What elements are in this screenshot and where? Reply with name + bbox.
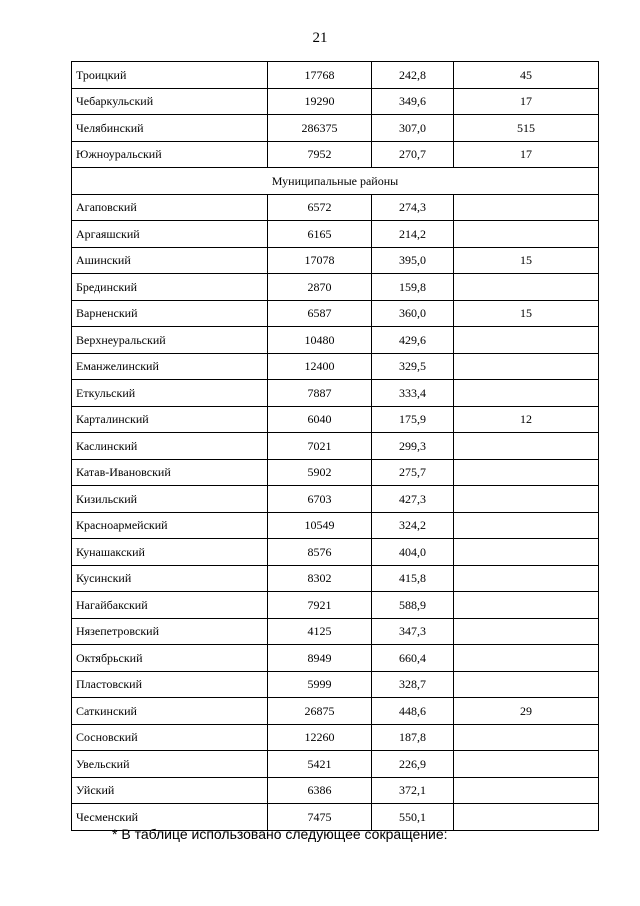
value-column-1: 7921 xyxy=(268,592,372,619)
value-column-3: 12 xyxy=(454,406,599,433)
value-column-1: 4125 xyxy=(268,618,372,645)
table-row xyxy=(72,539,599,566)
value-column-1: 26875 xyxy=(268,698,372,725)
municipality-name: Агаповский xyxy=(72,194,268,221)
value-column-3 xyxy=(454,645,599,672)
value-column-3 xyxy=(454,724,599,751)
table-row xyxy=(72,327,599,354)
value-column-1: 10549 xyxy=(268,512,372,539)
value-column-1: 7887 xyxy=(268,380,372,407)
value-column-3 xyxy=(454,353,599,380)
value-column-2: 372,1 xyxy=(372,777,454,804)
value-column-2: 427,3 xyxy=(372,486,454,513)
value-column-3 xyxy=(454,618,599,645)
table-body xyxy=(72,62,599,831)
value-column-2: 307,0 xyxy=(372,115,454,142)
municipality-name: Еткульский xyxy=(72,380,268,407)
value-column-1: 7952 xyxy=(268,141,372,168)
table-row xyxy=(72,88,599,115)
value-column-2: 187,8 xyxy=(372,724,454,751)
value-column-3: 515 xyxy=(454,115,599,142)
table-row xyxy=(72,380,599,407)
table-row xyxy=(72,247,599,274)
value-column-3 xyxy=(454,512,599,539)
value-column-3 xyxy=(454,486,599,513)
value-column-2: 404,0 xyxy=(372,539,454,566)
value-column-1: 12260 xyxy=(268,724,372,751)
table-row xyxy=(72,221,599,248)
value-column-2: 448,6 xyxy=(372,698,454,725)
value-column-3 xyxy=(454,274,599,301)
value-column-1: 6165 xyxy=(268,221,372,248)
value-column-2: 275,7 xyxy=(372,459,454,486)
municipality-name: Челябинский xyxy=(72,115,268,142)
municipality-name: Нязепетровский xyxy=(72,618,268,645)
municipality-name: Уйский xyxy=(72,777,268,804)
table-row xyxy=(72,115,599,142)
value-column-1: 19290 xyxy=(268,88,372,115)
value-column-3 xyxy=(454,777,599,804)
value-column-1: 5421 xyxy=(268,751,372,778)
municipality-name: Карталинский xyxy=(72,406,268,433)
value-column-2: 328,7 xyxy=(372,671,454,698)
value-column-2: 214,2 xyxy=(372,221,454,248)
municipality-name: Троицкий xyxy=(72,62,268,89)
table-row xyxy=(72,486,599,513)
value-column-1: 5902 xyxy=(268,459,372,486)
value-column-2: 660,4 xyxy=(372,645,454,672)
value-column-3 xyxy=(454,804,599,831)
value-column-2: 550,1 xyxy=(372,804,454,831)
table-row xyxy=(72,62,599,89)
value-column-3 xyxy=(454,433,599,460)
value-column-1: 5999 xyxy=(268,671,372,698)
table-row xyxy=(72,194,599,221)
value-column-1: 17078 xyxy=(268,247,372,274)
table-row xyxy=(72,459,599,486)
municipality-name: Нагайбакский xyxy=(72,592,268,619)
municipality-name: Варненский xyxy=(72,300,268,327)
value-column-3 xyxy=(454,671,599,698)
table-row xyxy=(72,724,599,751)
value-column-2: 274,3 xyxy=(372,194,454,221)
value-column-1: 8302 xyxy=(268,565,372,592)
municipality-name: Сосновский xyxy=(72,724,268,751)
value-column-3: 17 xyxy=(454,88,599,115)
value-column-2: 159,8 xyxy=(372,274,454,301)
table-row xyxy=(72,300,599,327)
table-row xyxy=(72,274,599,301)
table-row xyxy=(72,645,599,672)
value-column-1: 6386 xyxy=(268,777,372,804)
value-column-1: 17768 xyxy=(268,62,372,89)
table-row xyxy=(72,777,599,804)
municipality-name: Верхнеуральский xyxy=(72,327,268,354)
value-column-3 xyxy=(454,751,599,778)
value-column-3 xyxy=(454,565,599,592)
section-header-row xyxy=(72,168,599,195)
value-column-2: 329,5 xyxy=(372,353,454,380)
municipality-name: Октябрьский xyxy=(72,645,268,672)
value-column-3: 29 xyxy=(454,698,599,725)
value-column-2: 270,7 xyxy=(372,141,454,168)
municipality-name: Каслинский xyxy=(72,433,268,460)
table-row xyxy=(72,353,599,380)
value-column-1: 286375 xyxy=(268,115,372,142)
value-column-2: 395,0 xyxy=(372,247,454,274)
value-column-1: 6703 xyxy=(268,486,372,513)
municipality-name: Ашинский xyxy=(72,247,268,274)
municipality-name: Увельский xyxy=(72,751,268,778)
value-column-2: 242,8 xyxy=(372,62,454,89)
value-column-2: 429,6 xyxy=(372,327,454,354)
value-column-1: 2870 xyxy=(268,274,372,301)
value-column-2: 415,8 xyxy=(372,565,454,592)
municipality-name: Чесменский xyxy=(72,804,268,831)
value-column-1: 6587 xyxy=(268,300,372,327)
value-column-1: 10480 xyxy=(268,327,372,354)
value-column-2: 360,0 xyxy=(372,300,454,327)
municipality-name: Чебаркульский xyxy=(72,88,268,115)
municipality-name: Кунашакский xyxy=(72,539,268,566)
value-column-2: 333,4 xyxy=(372,380,454,407)
value-column-2: 175,9 xyxy=(372,406,454,433)
value-column-3: 17 xyxy=(454,141,599,168)
value-column-2: 347,3 xyxy=(372,618,454,645)
municipality-name: Красноармейский xyxy=(72,512,268,539)
municipality-name: Брединский xyxy=(72,274,268,301)
table-row xyxy=(72,671,599,698)
value-column-3 xyxy=(454,459,599,486)
footnote: * В таблице использовано следующее сокращение: xyxy=(112,826,448,842)
value-column-3: 15 xyxy=(454,247,599,274)
table-row xyxy=(72,618,599,645)
value-column-3 xyxy=(454,380,599,407)
section-title: Муниципальные районы xyxy=(72,168,599,195)
municipality-name: Катав-Ивановский xyxy=(72,459,268,486)
value-column-2: 299,3 xyxy=(372,433,454,460)
municipality-name: Саткинский xyxy=(72,698,268,725)
value-column-1: 7021 xyxy=(268,433,372,460)
value-column-3 xyxy=(454,221,599,248)
value-column-3 xyxy=(454,194,599,221)
value-column-1: 7475 xyxy=(268,804,372,831)
municipality-name: Кизильский xyxy=(72,486,268,513)
value-column-3 xyxy=(454,327,599,354)
municipality-name: Пластовский xyxy=(72,671,268,698)
value-column-1: 8576 xyxy=(268,539,372,566)
value-column-2: 349,6 xyxy=(372,88,454,115)
value-column-1: 8949 xyxy=(268,645,372,672)
statistics-table xyxy=(71,61,599,831)
table-row xyxy=(72,565,599,592)
municipality-name: Кусинский xyxy=(72,565,268,592)
municipality-name: Южноуральский xyxy=(72,141,268,168)
table-row xyxy=(72,698,599,725)
table-row xyxy=(72,141,599,168)
table-row xyxy=(72,512,599,539)
table-row xyxy=(72,592,599,619)
table-row xyxy=(72,751,599,778)
municipality-name: Аргаяшский xyxy=(72,221,268,248)
value-column-3 xyxy=(454,592,599,619)
value-column-2: 324,2 xyxy=(372,512,454,539)
value-column-3: 45 xyxy=(454,62,599,89)
value-column-1: 6040 xyxy=(268,406,372,433)
table-row xyxy=(72,406,599,433)
value-column-2: 226,9 xyxy=(372,751,454,778)
value-column-3: 15 xyxy=(454,300,599,327)
page-number: 21 xyxy=(312,30,328,46)
value-column-3 xyxy=(454,539,599,566)
table-row xyxy=(72,433,599,460)
value-column-2: 588,9 xyxy=(372,592,454,619)
value-column-1: 12400 xyxy=(268,353,372,380)
municipality-name: Еманжелинский xyxy=(72,353,268,380)
value-column-1: 6572 xyxy=(268,194,372,221)
